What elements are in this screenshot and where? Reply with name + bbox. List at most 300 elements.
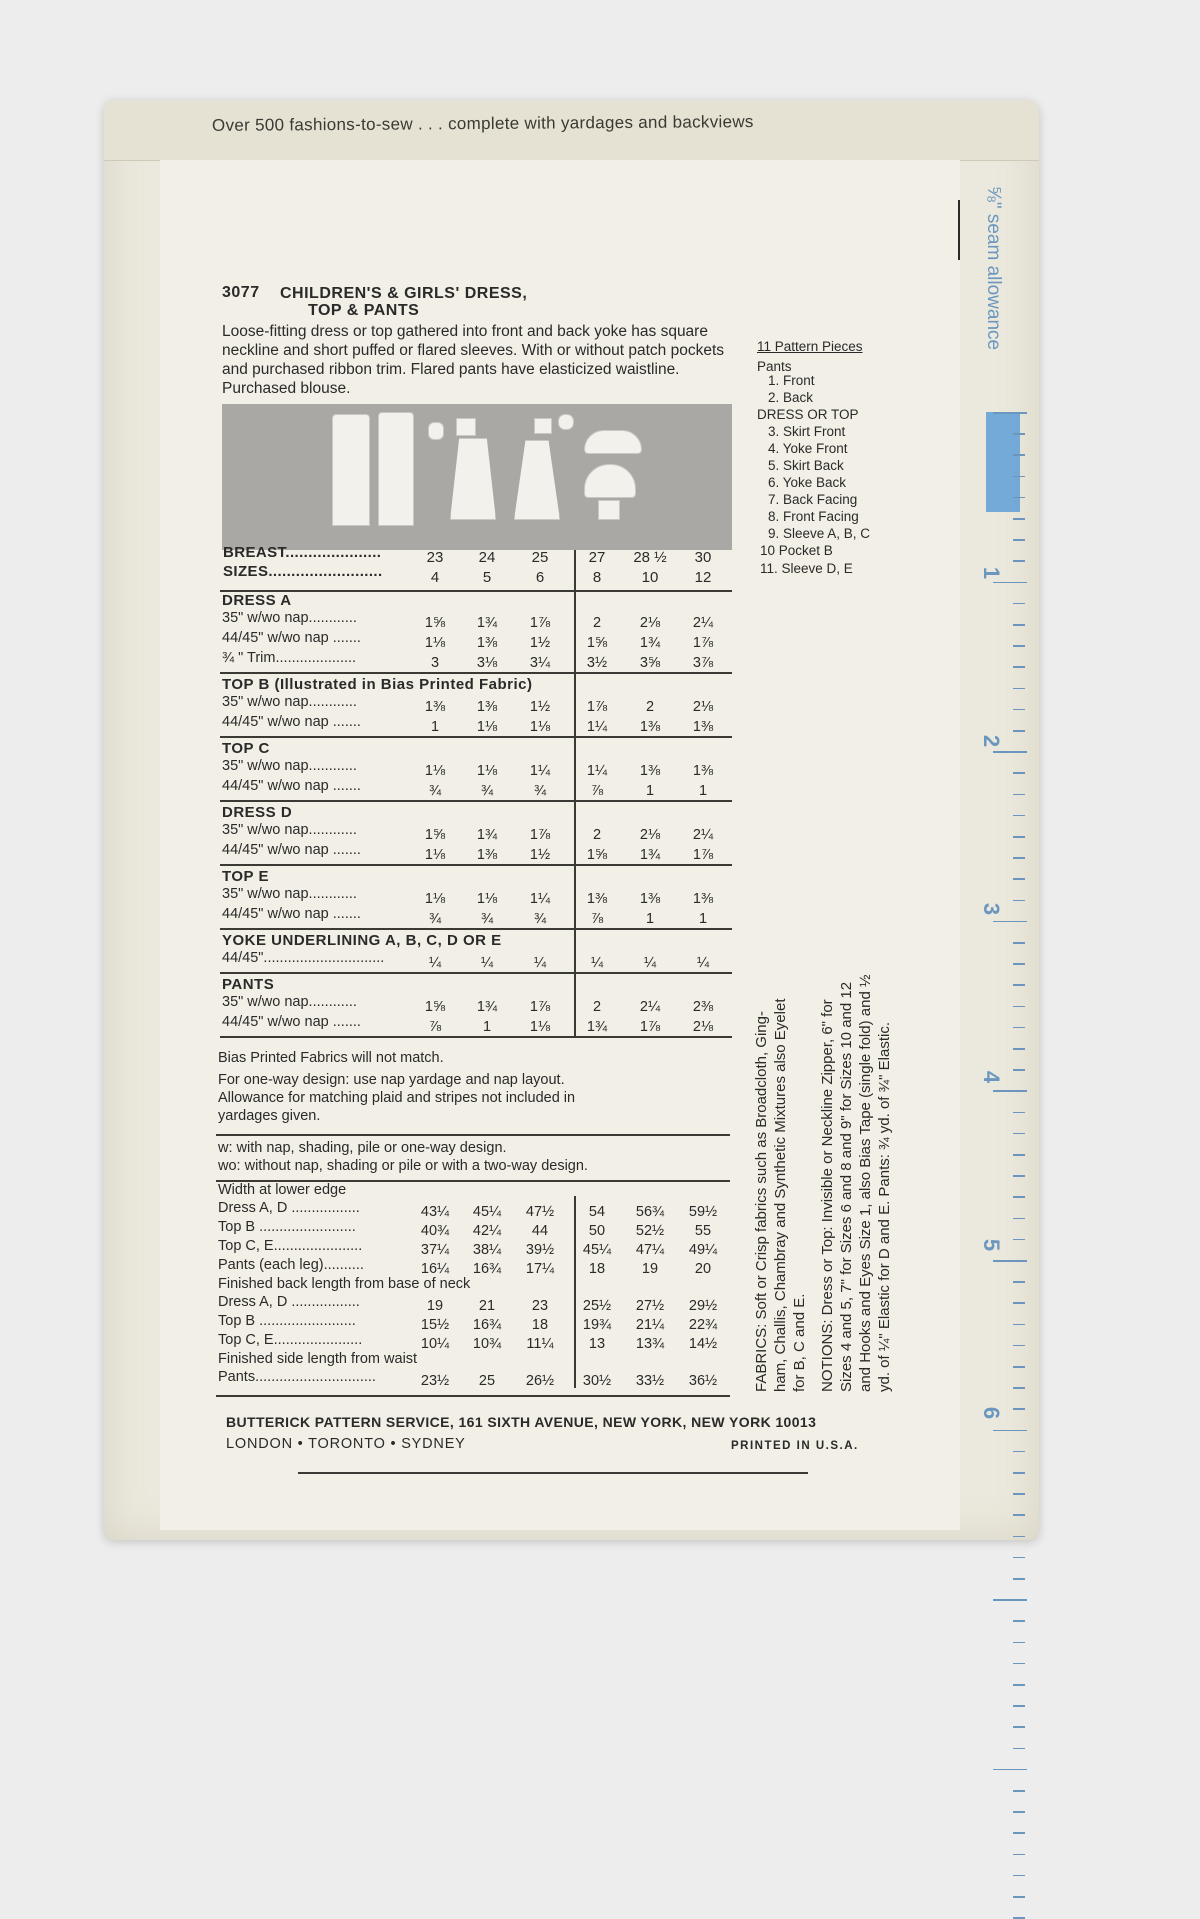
- pattern-size: 8: [592, 569, 602, 586]
- yardage-value: 2: [592, 827, 602, 843]
- yardage-value: 3⅞: [692, 655, 714, 671]
- breast-size: 25: [531, 549, 549, 566]
- yoke-back-piece: [558, 414, 574, 430]
- row-label: 44/45" w/wo nap .......: [222, 778, 361, 794]
- yardage-value: 1⅜: [476, 635, 498, 651]
- ruler-number: 4: [979, 1070, 1005, 1084]
- divider: [220, 972, 732, 974]
- ruler-tick: [993, 1769, 1027, 1771]
- yardage-value: 1: [698, 783, 708, 799]
- skirt-front-piece: [514, 440, 560, 520]
- yoke-front-piece: [534, 418, 552, 434]
- pieces-item: 9. Sleeve A, B, C: [768, 526, 871, 541]
- yardage-value: 1⅛: [476, 763, 498, 779]
- breast-size: 23: [426, 549, 444, 566]
- yardage-value: 1⅛: [424, 635, 446, 651]
- yardage-value: 1¾: [586, 1019, 608, 1035]
- notions-text: [818, 975, 894, 1392]
- measure-value: 59½: [688, 1204, 718, 1220]
- ruler-tick: [1013, 900, 1025, 902]
- yardage-value: 1⅛: [424, 763, 446, 779]
- measure-value: 21¼: [635, 1317, 665, 1333]
- yardage-value: 1: [645, 911, 655, 927]
- yardage-value: 1⅝: [424, 615, 446, 631]
- pants-front-piece: [378, 412, 414, 526]
- ruler-tick: [1013, 1557, 1025, 1559]
- pieces-item: 4. Yoke Front: [768, 441, 848, 456]
- yardage-value: 1⅛: [476, 719, 498, 735]
- ruler-tick: [1013, 730, 1025, 732]
- yardage-value: 1⅜: [639, 719, 661, 735]
- ruler-tick: [1013, 1536, 1025, 1538]
- measure-value: 21: [478, 1298, 496, 1314]
- yardage-value: ¾: [428, 783, 442, 799]
- measure-value: 16¾: [472, 1261, 502, 1277]
- yardage-value: 2: [645, 699, 655, 715]
- measure-value: 29½: [688, 1298, 718, 1314]
- yardage-value: ⅞: [428, 1019, 442, 1035]
- ruler-tick: [1013, 1620, 1025, 1622]
- row-label: 35" w/wo nap............: [222, 886, 357, 902]
- yardage-value: ¼: [533, 955, 547, 971]
- measure-value: 33½: [635, 1373, 665, 1389]
- ruler-number: 5: [979, 1238, 1005, 1252]
- yardage-value: 1: [698, 911, 708, 927]
- ruler-tick: [1013, 645, 1025, 647]
- ruler-tick: [993, 1090, 1027, 1092]
- divider: [216, 1395, 730, 1397]
- fabrics-line: for B, C and E.: [791, 1293, 808, 1392]
- pattern-size: 10: [641, 569, 659, 586]
- yardage-value: 2: [592, 615, 602, 631]
- measure-value: 36½: [688, 1373, 718, 1389]
- divider: [220, 736, 732, 738]
- footer-line: [298, 1472, 808, 1474]
- ruler-tick: [1013, 1451, 1025, 1453]
- yardage-value: 2⅛: [692, 1019, 714, 1035]
- pattern-title-2: TOP & PANTS: [308, 302, 420, 319]
- ruler-tick: [1013, 1472, 1025, 1474]
- fabrics-line: FABRICS: Soft or Crisp fabrics such as Broadcloth, Ging-: [753, 1011, 770, 1392]
- yardage-value: 1⅞: [529, 615, 551, 631]
- notions-line: yd. of ¼" Elastic for D and E. Pants: ¾ yd. of ¾" Elastic.: [876, 1022, 893, 1392]
- ruler-tick: [1013, 1027, 1025, 1029]
- ruler-tick: [1013, 688, 1025, 690]
- pants-back-piece: [332, 414, 370, 526]
- yardage-value: 2¼: [692, 615, 714, 631]
- measure-value: 49¼: [688, 1242, 718, 1258]
- row-label: 35" w/wo nap............: [222, 994, 357, 1010]
- back-facing-piece: [428, 422, 444, 440]
- measure-value: 55: [694, 1223, 712, 1239]
- measure-value: 23½: [420, 1373, 450, 1389]
- ruler-tick: [993, 751, 1027, 753]
- ruler-tick: [993, 412, 1027, 414]
- yardage-value: 1¼: [529, 763, 551, 779]
- yardage-value: 1⅝: [586, 635, 608, 651]
- sleeve-abc-piece: [584, 430, 642, 454]
- pattern-title-1: CHILDREN'S & GIRLS' DRESS,: [280, 285, 528, 302]
- note-allowance-2: yardages given.: [218, 1108, 321, 1124]
- yardage-value: ¼: [643, 955, 657, 971]
- measure-value: 45¼: [472, 1204, 502, 1220]
- ruler-tick: [1013, 1854, 1025, 1856]
- section-heading: YOKE UNDERLINING A, B, C, D OR E: [222, 932, 502, 949]
- note-w: w: with nap, shading, pile or one-way design.: [218, 1140, 507, 1156]
- ruler-tick: [1013, 1175, 1025, 1177]
- note-allowance: Allowance for matching plaid and stripes not included in: [218, 1090, 576, 1106]
- ruler-tick: [993, 1260, 1027, 1262]
- pieces-item: 7. Back Facing: [768, 492, 858, 507]
- pattern-size: 12: [694, 569, 712, 586]
- row-label: 35" w/wo nap............: [222, 758, 357, 774]
- yardage-value: 3⅛: [476, 655, 498, 671]
- yardage-value: 2¼: [692, 827, 714, 843]
- yardage-value: 1⅜: [692, 763, 714, 779]
- measure-label: Pants (each leg)..........: [218, 1257, 364, 1273]
- fabrics-line: ham, Challis, Chambray and Synthetic Mixtures also Eyelet: [772, 998, 789, 1392]
- ruler-tick: [1013, 476, 1025, 478]
- row-label: ¾ " Trim....................: [222, 650, 357, 666]
- measure-value: 25: [478, 1373, 496, 1389]
- yardage-value: 1¼: [586, 763, 608, 779]
- yardage-value: 1⅛: [529, 1019, 551, 1035]
- row-label: 35" w/wo nap............: [222, 694, 357, 710]
- measure-value: 19: [641, 1261, 659, 1277]
- ruler-tick: [1013, 624, 1025, 626]
- measure-value: 39½: [525, 1242, 555, 1258]
- measure-label: Top C, E......................: [218, 1238, 363, 1254]
- ruler-tick: [1013, 709, 1025, 711]
- ruler-tick: [1013, 1112, 1025, 1114]
- yardage-value: 1⅞: [639, 1019, 661, 1035]
- yardage-value: 1: [482, 1019, 492, 1035]
- banner-text: Over 500 fashions-to-sew . . . complete with yardages and backviews: [211, 112, 754, 135]
- measure-heading: Width at lower edge: [218, 1182, 347, 1198]
- pieces-item: 1. Front: [768, 373, 815, 388]
- ruler-number: 1: [979, 566, 1005, 580]
- fabrics-text: [752, 998, 809, 1392]
- measure-value: 10¼: [420, 1336, 450, 1352]
- measure-label: Dress A, D .................: [218, 1294, 360, 1310]
- ruler-tick: [1013, 836, 1025, 838]
- yardage-value: 1⅛: [476, 891, 498, 907]
- row-label: 35" w/wo nap............: [222, 610, 357, 626]
- measure-label: Top B ........................: [218, 1313, 356, 1329]
- pieces-item: Pants: [757, 359, 792, 374]
- measure-value: 42¼: [472, 1223, 502, 1239]
- ruler-tick: [1013, 1726, 1025, 1728]
- notions-line: and Hooks and Eyes Size 1, also Bias Tape (single fold) and ½: [857, 974, 874, 1392]
- ruler-tick: [1013, 1048, 1025, 1050]
- measure-value: 15½: [420, 1317, 450, 1333]
- ruler-number: 3: [979, 902, 1005, 916]
- measure-value: 54: [588, 1204, 606, 1220]
- notions-line: NOTIONS: Dress or Top: Invisible or Neckline Zipper, 6" for: [819, 999, 836, 1392]
- measure-value: 13¾: [635, 1336, 665, 1352]
- yardage-value: 1: [430, 719, 440, 735]
- sizes-label: SIZES.........................: [223, 563, 383, 580]
- measure-value: 40¾: [420, 1223, 450, 1239]
- yardage-value: ¼: [428, 955, 442, 971]
- measure-value: 16¾: [472, 1317, 502, 1333]
- measure-label: Pants..............................: [218, 1369, 376, 1385]
- note-oneway: For one-way design: use nap yardage and nap layout.: [218, 1072, 565, 1088]
- divider: [220, 928, 732, 930]
- ruler-tick: [1013, 539, 1025, 541]
- section-heading: TOP C: [222, 740, 270, 757]
- ruler-tick: [1013, 1239, 1025, 1241]
- ruler-tick: [993, 1430, 1027, 1432]
- pieces-item: 8. Front Facing: [768, 509, 859, 524]
- footer-service: BUTTERICK PATTERN SERVICE, 161 SIXTH AVENUE, NEW YORK, NEW YORK 10013: [226, 1414, 817, 1430]
- yardage-value: ¾: [533, 911, 547, 927]
- ruler-tick: [1013, 1493, 1025, 1495]
- pattern-size: 6: [535, 569, 545, 586]
- ruler-tick: [1013, 1133, 1025, 1135]
- yardage-value: 1⅞: [529, 827, 551, 843]
- pattern-pieces-illustration: [222, 404, 732, 550]
- ruler-tick: [1013, 518, 1025, 520]
- yardage-value: 1¼: [586, 719, 608, 735]
- ruler-tick: [1013, 560, 1025, 562]
- row-label: 44/45"..............................: [222, 950, 385, 966]
- breast-size: 24: [478, 549, 496, 566]
- measure-heading: Finished back length from base of neck: [218, 1276, 471, 1292]
- measure-value: 37¼: [420, 1242, 450, 1258]
- pieces-item: 6. Yoke Back: [768, 475, 847, 490]
- yardage-value: 1⅝: [424, 827, 446, 843]
- ruler-tick: [1013, 1154, 1025, 1156]
- divider: [220, 864, 732, 866]
- measure-value: 20: [694, 1261, 712, 1277]
- ruler-tick: [1013, 1832, 1025, 1834]
- ruler: [979, 160, 1031, 1510]
- yardage-value: 1⅜: [639, 763, 661, 779]
- yardage-value: 2: [592, 999, 602, 1015]
- measure-value: 19¾: [582, 1317, 612, 1333]
- yardage-value: 2⅜: [692, 999, 714, 1015]
- ruler-tick: [1013, 794, 1025, 796]
- yardage-value: 1½: [529, 699, 551, 715]
- measure-value: 23: [531, 1298, 549, 1314]
- yardage-value: 2⅛: [692, 699, 714, 715]
- ruler-tick: [1013, 1642, 1025, 1644]
- yardage-value: ¼: [480, 955, 494, 971]
- footer-printed: PRINTED IN U.S.A.: [731, 1440, 859, 1452]
- breast-size: 27: [588, 549, 606, 566]
- yardage-value: 3: [430, 655, 440, 671]
- measure-value: 44: [531, 1223, 549, 1239]
- measure-value: 45¼: [582, 1242, 612, 1258]
- breast-size: 30: [694, 549, 712, 566]
- yardage-value: ¾: [480, 911, 494, 927]
- measure-label: Top B ........................: [218, 1219, 356, 1235]
- ruler-tick: [1013, 1790, 1025, 1792]
- yardage-value: 1⅞: [586, 699, 608, 715]
- measure-value: 47½: [525, 1204, 555, 1220]
- row-label: 44/45" w/wo nap .......: [222, 906, 361, 922]
- measure-value: 30½: [582, 1373, 612, 1389]
- notions-line: Sizes 4 and 5, 7" for Sizes 6 and 8 and 9" for Sizes 10 and 12: [838, 981, 855, 1392]
- pieces-item: 3. Skirt Front: [768, 424, 846, 439]
- yardage-value: 1⅜: [586, 891, 608, 907]
- pieces-item: DRESS OR TOP: [757, 407, 859, 422]
- measure-value: 11¼: [526, 1336, 554, 1352]
- ruler-tick: [993, 1599, 1027, 1601]
- section-heading: DRESS A: [222, 592, 292, 609]
- ruler-tick: [1013, 942, 1025, 944]
- yardage-value: 2⅛: [639, 827, 661, 843]
- yardage-value: 1: [645, 783, 655, 799]
- measure-value: 13: [588, 1336, 606, 1352]
- pieces-item: 5. Skirt Back: [768, 458, 844, 473]
- pattern-number: 3077: [222, 284, 260, 301]
- yardage-value: 1⅛: [424, 847, 446, 863]
- ruler-tick: [1013, 603, 1025, 605]
- ruler-tick: [1013, 1196, 1025, 1198]
- ruler-tick: [1013, 1069, 1025, 1071]
- ruler-tick: [1013, 1324, 1025, 1326]
- ruler-tick: [1013, 857, 1025, 859]
- ruler-tick: [1013, 1684, 1025, 1686]
- yardage-value: 1¾: [639, 635, 661, 651]
- row-label: 35" w/wo nap............: [222, 822, 357, 838]
- seam-allowance-label: ⅝" seam allowance: [983, 186, 1004, 351]
- yardage-value: 1⅞: [692, 847, 714, 863]
- yardage-value: ⅞: [590, 911, 604, 927]
- yardage-value: 1⅜: [639, 891, 661, 907]
- ruler-tick: [1013, 666, 1025, 668]
- yardage-value: 1½: [529, 635, 551, 651]
- divider: [220, 1036, 732, 1038]
- ruler-number: 6: [979, 1406, 1005, 1420]
- yardage-value: 1⅛: [424, 891, 446, 907]
- yardage-value: ¼: [696, 955, 710, 971]
- row-label: 44/45" w/wo nap .......: [222, 1014, 361, 1030]
- pieces-heading: 11 Pattern Pieces: [757, 339, 863, 354]
- measure-value: 25½: [582, 1298, 612, 1314]
- yardage-value: 1¾: [476, 827, 498, 843]
- yardage-value: 1⅜: [692, 719, 714, 735]
- divider: [220, 590, 732, 592]
- sleeve-de-piece: [584, 464, 636, 498]
- yardage-value: 2⅛: [639, 615, 661, 631]
- pieces-item: 2. Back: [768, 390, 814, 405]
- measure-value: 38¼: [472, 1242, 502, 1258]
- section-heading: PANTS: [222, 976, 275, 993]
- note-bias: Bias Printed Fabrics will not match.: [218, 1050, 444, 1066]
- yardage-value: ¾: [428, 911, 442, 927]
- yardage-value: 1½: [529, 847, 551, 863]
- section-heading: TOP B (Illustrated in Bias Printed Fabric): [222, 676, 533, 693]
- ruler-tick: [1013, 1578, 1025, 1580]
- ruler-tick: [1013, 1705, 1025, 1707]
- ruler-tick: [1013, 1387, 1025, 1389]
- front-facing-piece: [456, 418, 476, 436]
- breast-size: 28 ½: [633, 549, 667, 566]
- note-wo: wo: without nap, shading or pile or with a two-way design.: [218, 1158, 588, 1174]
- measure-value: 18: [588, 1261, 606, 1277]
- ruler-tick: [1013, 963, 1025, 965]
- skirt-back-piece: [450, 438, 496, 520]
- yardage-value: 1¾: [476, 999, 498, 1015]
- ruler-tick: [1013, 454, 1025, 456]
- yardage-value: 1⅜: [476, 699, 498, 715]
- measure-value: 16¼: [420, 1261, 450, 1277]
- ruler-tick: [993, 921, 1027, 923]
- ruler-tick: [1013, 1514, 1025, 1516]
- measure-value: 19: [426, 1298, 444, 1314]
- measure-label: Dress A, D .................: [218, 1200, 360, 1216]
- yardage-value: 1⅞: [692, 635, 714, 651]
- yardage-value: 1¾: [639, 847, 661, 863]
- measure-value: 50: [588, 1223, 606, 1239]
- pattern-description: Loose-fitting dress or top gathered into front and back yoke has square neckline and short puffed or flared sleeves. With or without patch pockets and purchased ribbon trim. Flared pants have elasticized waistline. Purchased blouse.: [222, 323, 725, 397]
- divider: [220, 800, 732, 802]
- measure-value: 43¼: [420, 1204, 450, 1220]
- pattern-size: 4: [430, 569, 440, 586]
- measure-value: 26½: [525, 1373, 555, 1389]
- ruler-tick: [1013, 1366, 1025, 1368]
- measure-value: 14½: [688, 1336, 718, 1352]
- pieces-item: 11. Sleeve D, E: [760, 561, 853, 576]
- breast-label: BREAST.....................: [223, 544, 382, 561]
- ruler-tick: [1013, 984, 1025, 986]
- measure-value: 17¼: [525, 1261, 555, 1277]
- pocket-piece: [598, 500, 620, 520]
- measure-value: 22¾: [688, 1317, 718, 1333]
- footer-cities: LONDON • TORONTO • SYDNEY: [226, 1436, 466, 1452]
- divider: [216, 1134, 730, 1136]
- ruler-tick: [1013, 1302, 1025, 1304]
- measure-label: Top C, E......................: [218, 1332, 363, 1348]
- row-label: 44/45" w/wo nap .......: [222, 714, 361, 730]
- yardage-value: 1⅝: [424, 999, 446, 1015]
- yardage-value: 1⅝: [586, 847, 608, 863]
- row-label: 44/45" w/wo nap .......: [222, 630, 361, 646]
- ruler-tick: [1013, 1006, 1025, 1008]
- ruler-tick: [1013, 1408, 1025, 1410]
- yardage-value: ⅞: [590, 783, 604, 799]
- yardage-value: 1⅜: [692, 891, 714, 907]
- measure-value: 27½: [635, 1298, 665, 1314]
- ruler-tick: [1013, 1345, 1025, 1347]
- ruler-tick: [1013, 1917, 1025, 1919]
- yardage-value: 1⅞: [529, 999, 551, 1015]
- yardage-value: 1⅜: [476, 847, 498, 863]
- yardage-value: 1¾: [476, 615, 498, 631]
- ruler-tick: [1013, 1896, 1025, 1898]
- measure-heading: Finished side length from waist: [218, 1351, 418, 1367]
- ruler-tick: [1013, 1218, 1025, 1220]
- ruler-tick: [1013, 878, 1025, 880]
- yardage-value: 1¼: [529, 891, 551, 907]
- ruler-tick: [1013, 1748, 1025, 1750]
- yardage-value: 3½: [586, 655, 608, 671]
- pattern-size: 5: [482, 569, 492, 586]
- section-heading: DRESS D: [222, 804, 293, 821]
- ruler-tick: [1013, 1281, 1025, 1283]
- seam-mark: [958, 200, 960, 260]
- yardage-value: 1⅜: [424, 699, 446, 715]
- ruler-tick: [1013, 772, 1025, 774]
- measure-value: 47¼: [635, 1242, 665, 1258]
- pieces-item: 10 Pocket B: [760, 543, 833, 558]
- yardage-value: 2¼: [639, 999, 661, 1015]
- yardage-value: 3¼: [529, 655, 551, 671]
- yardage-value: ¾: [533, 783, 547, 799]
